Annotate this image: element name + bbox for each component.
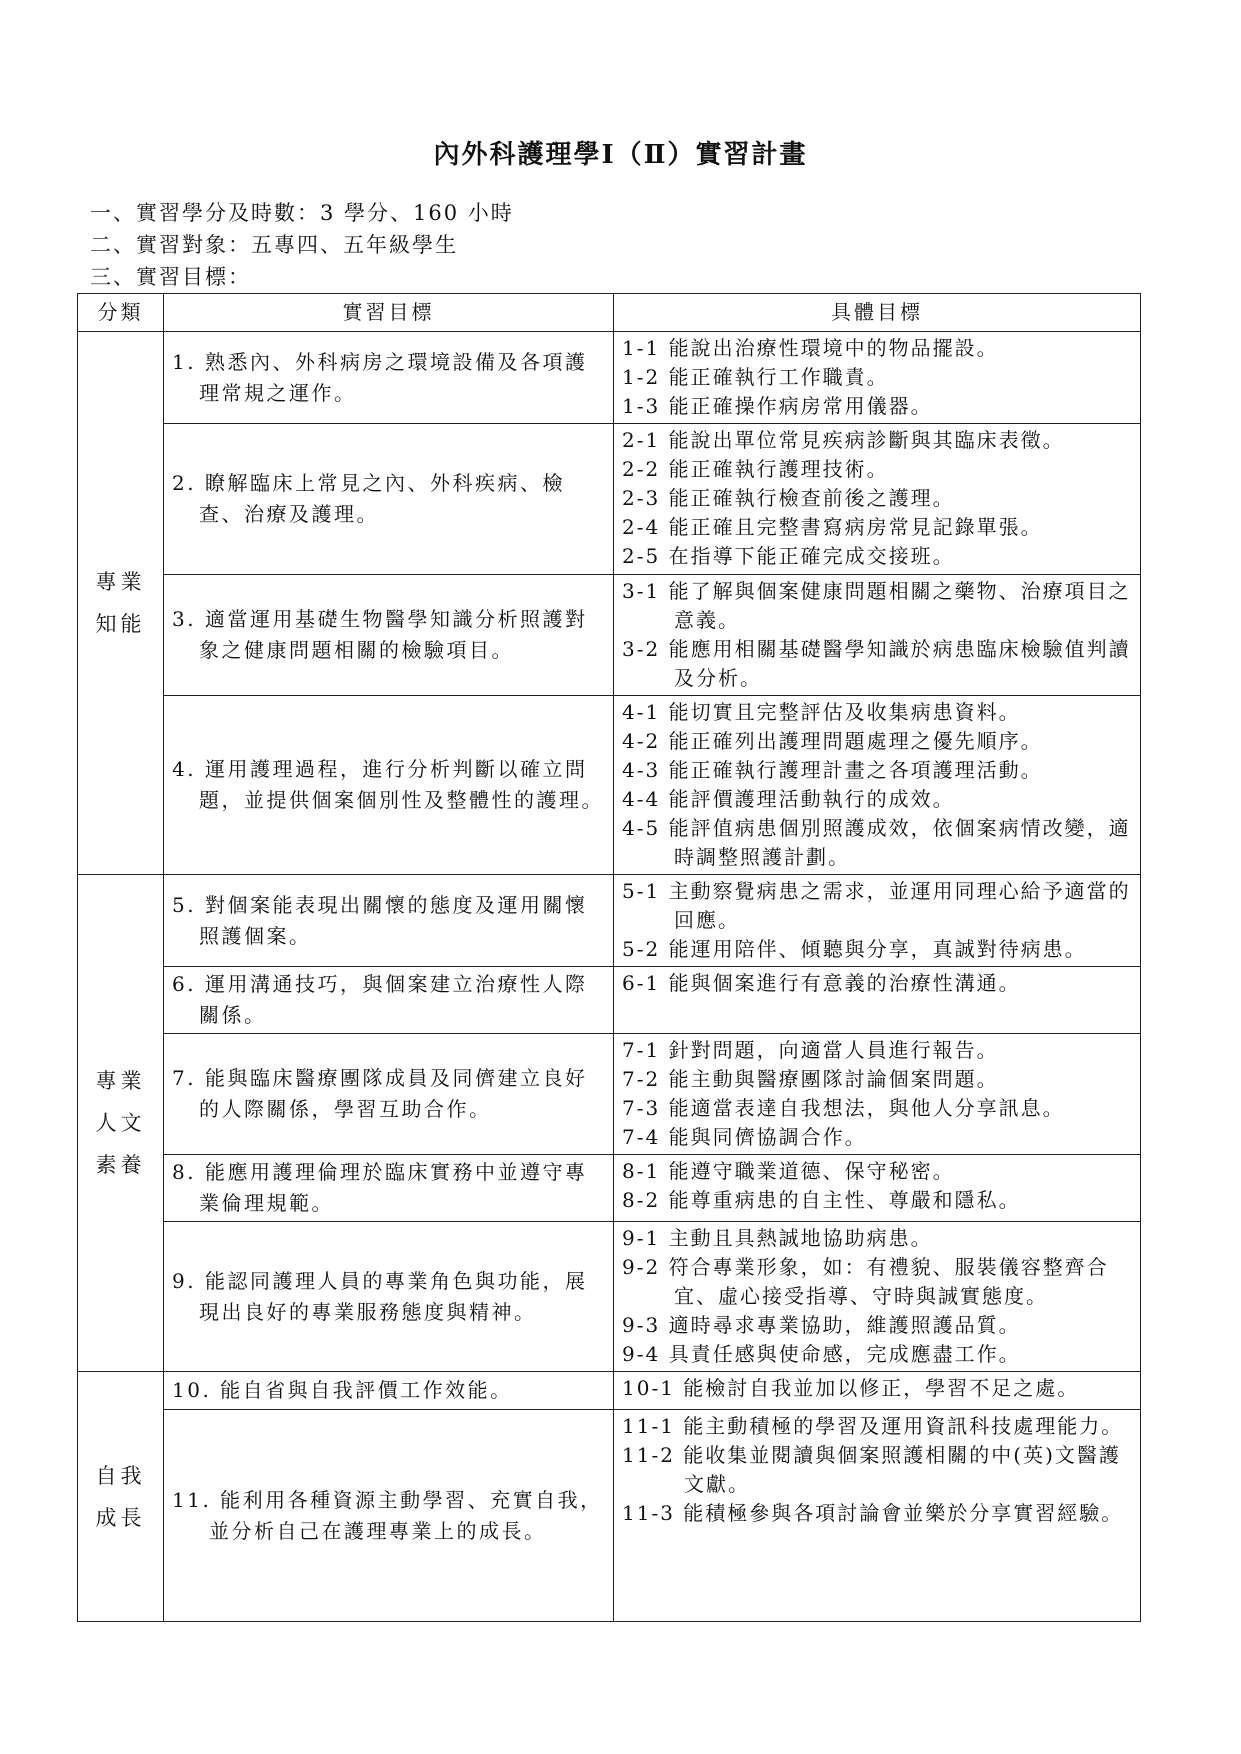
objective-item: 4-2 能正確列出護理問題處理之優先順序。: [622, 729, 1043, 753]
objectives-cell: [614, 1222, 1141, 1372]
table-row: [78, 424, 1141, 575]
goal-text: 7. 能與臨床醫療團隊成員及同儕建立良好的人際關係，學習互助合作。: [172, 1066, 588, 1121]
table-row: [78, 1155, 1141, 1222]
objective-item: 5-1 主動察覺病患之需求，並運用同理心給予適當的回應。: [622, 879, 1131, 932]
objective-item: 11-3 能積極參與各項討論會並樂於分享實習經驗。: [622, 1501, 1124, 1525]
goal-cell: [164, 875, 614, 967]
objective-item: 4-3 能正確執行護理計畫之各項護理活動。: [622, 758, 1043, 782]
table-row: [78, 1372, 1141, 1410]
objective-item: 3-2 能應用相關基礎醫學知識於病患臨床檢驗值判讀及分析。: [622, 637, 1131, 690]
category-cell: [78, 1372, 164, 1622]
objectives-cell: [614, 1372, 1141, 1410]
objective-item: 9-1 主動且具熱誠地協助病患。: [622, 1226, 933, 1250]
table-row: [78, 696, 1141, 875]
intro-target: 二、實習對象：五專四、五年級學生: [90, 233, 458, 257]
objective-item: 7-3 能適當表達自我想法，與他人分享訊息。: [622, 1096, 1065, 1120]
objectives-table: [77, 293, 1141, 1622]
table-row: [78, 1034, 1141, 1155]
objectives-cell: [614, 1034, 1141, 1155]
category-label: 專業人文素養: [95, 1069, 146, 1177]
objective-item: 1-2 能正確執行工作職責。: [622, 365, 889, 389]
goal-text: 5. 對個案能表現出關懷的態度及運用關懷照護個案。: [172, 892, 588, 948]
objectives-cell: [614, 696, 1141, 875]
header-category: 分類: [78, 294, 164, 332]
table-row: [78, 575, 1141, 696]
header-goal: 實習目標: [164, 294, 614, 332]
goal-text: 3. 適當運用基礎生物醫學知識分析照護對象之健康問題相關的檢驗項目。: [172, 607, 588, 662]
objective-item: 4-4 能評價護理活動執行的成效。: [622, 787, 955, 811]
goal-text: 8. 能應用護理倫理於臨床實務中並遵守專業倫理規範。: [172, 1160, 588, 1215]
objective-item: 2-5 在指導下能正確完成交接班。: [622, 544, 955, 568]
intro-objectives-heading: 三、實習目標：: [90, 265, 251, 289]
objective-item: 7-1 針對問題，向適當人員進行報告。: [622, 1038, 999, 1062]
objectives-cell: [614, 424, 1141, 575]
objective-item: 2-3 能正確執行檢查前後之護理。: [622, 486, 955, 510]
goal-cell: [164, 696, 614, 875]
objective-item: 2-2 能正確執行護理技術。: [622, 457, 889, 481]
objectives-cell: [614, 875, 1141, 967]
objective-item: 11-2 能收集並閱讀與個案照護相關的中(英)文醫護文獻。: [622, 1443, 1121, 1496]
objective-item: 4-5 能評值病患個別照護成效，依個案病情改變，適時調整照護計劃。: [622, 816, 1131, 869]
goal-cell: [164, 424, 614, 575]
objective-item: 8-2 能尊重病患的自主性、尊嚴和隱私。: [622, 1188, 1021, 1212]
goal-text: 4. 運用護理過程，進行分析判斷以確立問題，並提供個案個別性及整體性的護理。: [172, 757, 604, 812]
intro-credits: 一、實習學分及時數：3 學分、160 小時: [90, 201, 514, 225]
objective-item: 2-4 能正確且完整書寫病房常見記錄單張。: [622, 515, 1043, 539]
objective-item: 11-1 能主動積極的學習及運用資訊科技處理能力。: [622, 1414, 1124, 1438]
objective-item: 10-1 能檢討自我並加以修正，學習不足之處。: [622, 1376, 1080, 1400]
category-cell: [78, 332, 164, 875]
objective-item: 7-4 能與同儕協調合作。: [622, 1125, 867, 1149]
objective-item: 2-1 能說出單位常見疾病診斷與其臨床表徵。: [622, 428, 1065, 452]
objective-item: 1-3 能正確操作病房常用儀器。: [622, 394, 933, 418]
table-row: [78, 1410, 1141, 1622]
table-header-row: [78, 294, 1141, 332]
table-row: [78, 332, 1141, 424]
goal-text: 11. 能利用各種資源主動學習、充實自我，並分析自己在護理專業上的成長。: [172, 1487, 603, 1543]
objectives-cell: [614, 1410, 1141, 1622]
category-label: 自我成長: [95, 1463, 146, 1530]
objectives-cell: [614, 1155, 1141, 1222]
goal-cell: [164, 1222, 614, 1372]
category-label: 專業知能: [95, 570, 146, 636]
table-row: [78, 1222, 1141, 1372]
goal-cell: [164, 332, 614, 424]
objective-item: 7-2 能主動與醫療團隊討論個案問題。: [622, 1067, 999, 1091]
table-row: [78, 967, 1141, 1034]
objectives-cell: [614, 575, 1141, 696]
objective-item: 5-2 能運用陪伴、傾聽與分享，真誠對待病患。: [622, 937, 1087, 961]
goal-cell: [164, 1410, 614, 1622]
objective-item: 4-1 能切實且完整評估及收集病患資料。: [622, 700, 1021, 724]
objectives-cell: [614, 332, 1141, 424]
goal-text: 9. 能認同護理人員的專業角色與功能，展現出良好的專業服務態度與精神。: [172, 1268, 588, 1324]
goal-text: 1. 熟悉內、外科病房之環境設備及各項護理常規之運作。: [172, 349, 588, 405]
goal-cell: [164, 1155, 614, 1222]
objective-item: 1-1 能說出治療性環境中的物品擺設。: [622, 336, 999, 360]
category-cell: [78, 875, 164, 1372]
goal-cell: [164, 967, 614, 1034]
objective-item: 8-1 能遵守職業道德、保守秘密。: [622, 1159, 955, 1183]
goal-text: 6. 運用溝通技巧，與個案建立治療性人際關係。: [172, 972, 588, 1027]
objective-item: 3-1 能了解與個案健康問題相關之藥物、治療項目之意義。: [622, 579, 1131, 632]
objective-item: 6-1 能與個案進行有意義的治療性溝通。: [622, 971, 1021, 995]
objectives-cell: [614, 967, 1141, 1034]
goal-cell: [164, 1372, 614, 1410]
table-row: [78, 875, 1141, 967]
goal-cell: [164, 575, 614, 696]
goal-cell: [164, 1034, 614, 1155]
objective-item: 9-2 符合專業形象，如：有禮貌、服裝儀容整齊合宜、虛心接受指導、守時與誠實態度。: [622, 1255, 1109, 1308]
header-objectives: 具體目標: [614, 294, 1141, 332]
objective-item: 9-4 具責任感與使命感，完成應盡工作。: [622, 1342, 1021, 1366]
goal-text: 2. 瞭解臨床上常見之內、外科疾病、檢查、治療及護理。: [172, 471, 565, 526]
objective-item: 9-3 適時尋求專業協助，維護照護品質。: [622, 1313, 1021, 1337]
page-title: 內外科護理學Ⅰ（Ⅱ）實習計畫: [433, 140, 808, 170]
goal-text: 10. 能自省與自我評價工作效能。: [172, 1378, 513, 1402]
